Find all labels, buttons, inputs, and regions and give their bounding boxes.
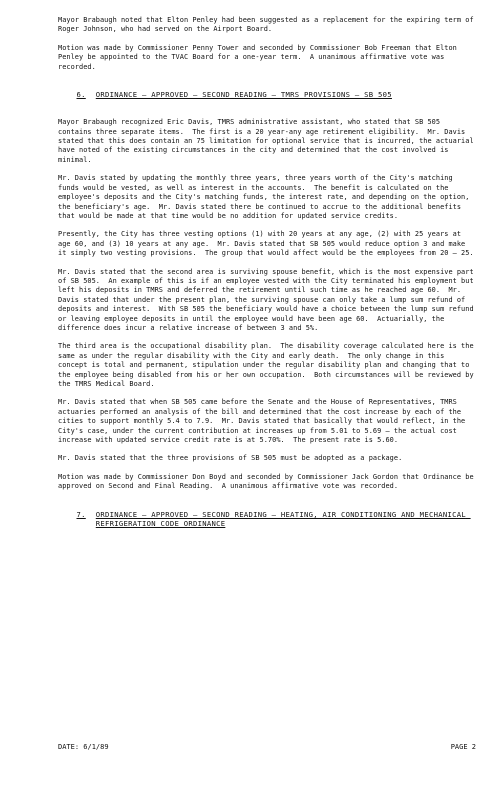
agenda-item-6-title: ORDINANCE – APPROVED – SECOND READING – TMRS PROVISIONS – SB 505 [95,90,392,100]
paragraph-sb505-spouse-benefit: Mr. Davis stated that the second area is surviving spouse benefit, which is the most expensive part of SB 505. An example of this is if an employee vested with the City terminated his employment but left his deposits in TMRS and deferred the retirement until such time as he reached age 60. Mr. Davis stated that under the present plan, the surviving spouse can only take a lump sum refund of deposits and interest. With SB 505 the beneficiary would have a choice between the lump sum refund or leaving employee deposits in until the employee would have been age 60. Actuarially, the difference does incur a relative increase of between 3 and 5%. [58,267,478,332]
paragraph-sb505-options: Presently, the City has three vesting options (1) with 20 years at any age, (2) with 25 years at age 60, and (3) 10 years at any age. Mr. Davis stated that SB 505 would reduce option 3 and make it simply two vesting provisions. The group that would affect would be the employees from 20 – 25. [58,230,474,258]
minutes-page [58,16,476,547]
paragraph-sb505-vesting: Mr. Davis stated by updating the monthly three years, three years worth of the City's matching funds would be vested, as well as interest in the accounts. The benefit is calculated on the employee's deposits and the City's matching funds, the interest rate, and depending on the option, the beneficiary's age. Mr. Davis stated there be continued to accrue to the additional benefits that would be made at that time would be no addition for updated service credits. [58,174,474,220]
paragraph-sb505-cost: Mr. Davis stated that when SB 505 came before the Senate and the House of Representatives, TMRS actuaries performed an analysis of the bill and determined that the cost increase by each of the cities to support monthly 5.4 to 7.9. Mr. Davis stated that basically that would reflect, in the City's case, under the current contribution at increases up from 5.01 to 5.69 – the actual cost increase with updated service credit rate is at 5.70%. The present rate is 5.60. [58,398,470,445]
page-footer [58,743,476,751]
paragraph-sb505-package: Mr. Davis stated that the three provisions of SB 505 must be adopted as a package. [58,454,403,463]
footer-page-number: PAGE 2 [450,743,476,751]
agenda-item-6-heading [58,81,476,109]
paragraph-appointment: Mayor Brabaugh noted that Elton Penley had been suggested as a replacement for the expiring term of Roger Johnson, who had served on the Airport Board. [58,16,478,34]
agenda-item-7-title: ORDINANCE – APPROVED – SECOND READING – HEATING, AIR CONDITIONING AND MECHANICAL REFRIGERATION CODE ORDINANCE [95,510,471,529]
footer-date: DATE: 6/1/89 [58,743,109,751]
paragraph-sb505-motion: Motion was made by Commissioner Don Boyd and seconded by Commissioner Jack Gordon that Ordinance be approved on Second and Final Reading. A unanimous affirmative vote was recorded. [58,472,478,491]
paragraph-sb505-intro: Mayor Brabaugh recognized Eric Davis, TMRS administrative assistant, who stated that SB 505 contains three separate items. The first is a 20 year-any age retirement eligibility. Mr. Davis stated that this does contain an 75 limitation for optional service that is incurred, the actuarial have noted of the existing circumstances in the city and determined that the cost involved is minimal. [58,118,478,164]
agenda-item-7-number: 7. [76,510,86,520]
agenda-item-6-number: 6. [76,90,86,100]
agenda-item-7-heading [58,501,476,539]
paragraph-sb505-disability: The third area is the occupational disability plan. The disability coverage calculated here is the same as under the regular disability with the City and early death. The only change in this concept is total and permanent, stipulation under the regular disability plan and changing that to the employee being disabled from his or her own occupation. Both circumstances will be reviewed by the TMRS Medical Board. [58,342,478,388]
paragraph-appointment-motion: Motion was made by Commissioner Penny Tower and seconded by Commissioner Bob Freeman that Elton Penley be appointed to the TVAC Board for a one-year term. A unanimous affirmative vote was recorded. [58,43,462,71]
